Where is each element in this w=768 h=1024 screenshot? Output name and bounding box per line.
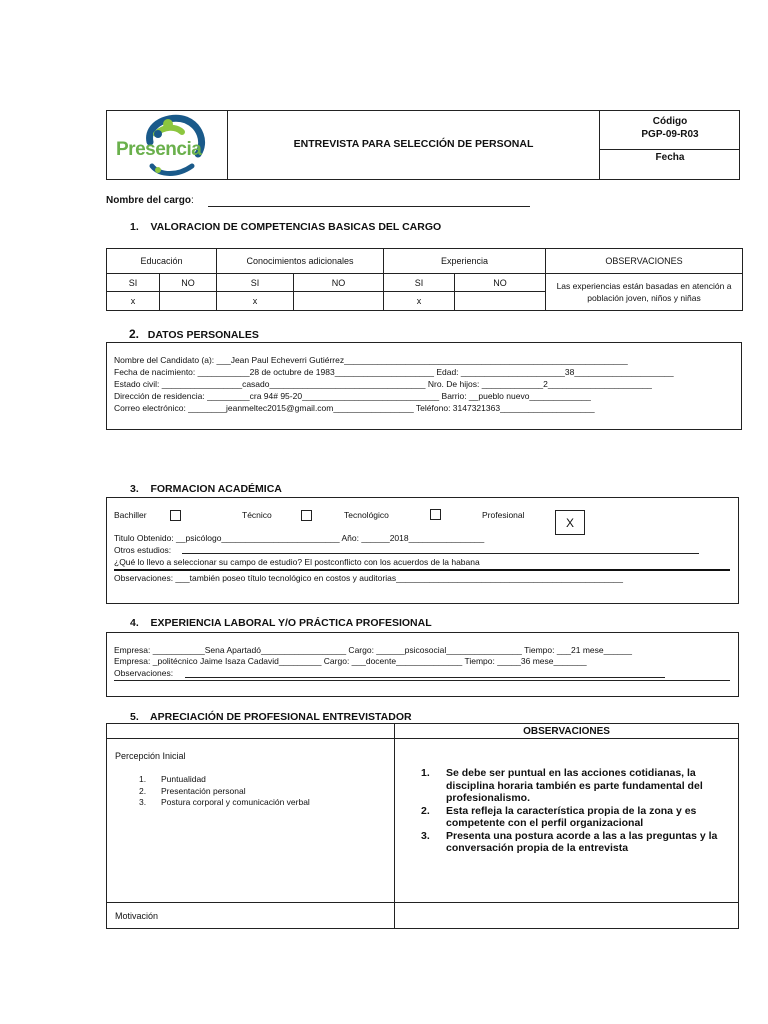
percepcion-item-3-text: Postura corporal y comunicación verbal [161,797,310,807]
section4-number: 4. [130,617,139,629]
nacimiento-row[interactable]: Fecha de nacimiento: ___________28 de octubre de 1983_____________________ Edad: ______________________38_____________________ [114,367,674,377]
section3-heading: FORMACION ACADÉMICA [150,483,282,495]
educacion-no: NO [160,274,217,291]
fecha-label: Fecha [655,152,685,163]
section2-number: 2. [129,327,140,341]
formacion-box [106,497,739,604]
correo-row[interactable]: Correo electrónico: ________jeanmeltec2015@gmail.com_________________ Teléfono: 3147321363____________________ [114,403,595,413]
percepcion-list [115,774,386,809]
experiencia-no-mark[interactable] [455,291,546,310]
section2-title [129,327,259,341]
obs5-item-2: 2. Esta refleja la característica propia de la zona y es competente con el perfil organizacional [421,805,724,830]
observaciones-header: OBSERVACIONES [546,249,743,274]
pregunta-row[interactable]: ¿Qué lo llevo a seleccionar su campo de estudio? El postconflicto con los acuerdos de la habana [114,557,480,567]
section3-title [130,483,282,495]
cargo-field[interactable] [208,206,530,207]
section1-heading: VALORACION DE COMPETENCIAS BASICAS DEL CARGO [150,221,442,233]
observaciones4-row: Observaciones: [114,668,174,678]
section5-heading: APRECIACIÓN DE PROFESIONAL ENTREVISTADOR [150,711,412,723]
educacion-si: SI [107,274,160,291]
page-title: ENTREVISTA PARA SELECCIÓN DE PERSONAL [293,138,534,150]
otros-field[interactable] [182,553,699,554]
observaciones5-cell [395,739,739,903]
obs5-list [421,767,724,855]
tecnologico-checkbox[interactable] [430,509,441,520]
experiencia-header: Experiencia [384,249,546,274]
percepcion-item-2: 2. Presentación personal [139,785,246,796]
educacion-no-mark[interactable] [160,291,217,310]
profesional-checkbox[interactable] [555,510,585,535]
section4-title [130,617,432,629]
obs5-item-2-text: Esta refleja la característica propia de la zona y es competente con el perfil organizacional [446,804,697,829]
conocimientos-no: NO [294,274,384,291]
titulo-row[interactable]: Titulo Obtenido: __psicólogo_________________________ Año: ______2018________________ [114,533,485,543]
header-divider-3 [599,149,740,150]
direccion-row[interactable]: Dirección de residencia: _________cra 94# 95-20_____________________________ Barrio: __pueblo nuevo_____________ [114,391,591,401]
section3-number: 3. [130,483,139,495]
conocimientos-no-mark[interactable] [294,291,384,310]
section5-title [130,711,412,723]
conocimientos-header: Conocimientos adicionales [217,249,384,274]
cargo-label-text: Nombre del cargo [106,195,192,206]
cargo-label [106,195,194,206]
observaciones-cell: Las experiencias están basadas en atención a población joven, niños y niñas [546,274,743,311]
nombre-row[interactable]: Nombre del Candidato (a): ___Jean Paul Echeverri Gutiérrez____________________________________________________________ [114,355,628,365]
section5-number: 5. [130,711,139,723]
experiencia-no: NO [455,274,546,291]
educacion-si-mark[interactable]: x [107,291,160,310]
apreciacion-header-empty [107,724,395,739]
conocimientos-si: SI [217,274,294,291]
codigo-value: PGP-09-R03 [641,129,699,140]
motivacion-observaciones[interactable] [395,903,739,929]
observaciones4-field[interactable] [185,677,665,678]
obs5-item-3: 3. Presenta una postura acorde a las a las preguntas y la conversación propia de la entrevista [421,830,724,855]
experiencia-si-mark[interactable]: x [384,291,455,310]
experiencia-si: SI [384,274,455,291]
obs5-item-3-text: Presenta una postura acorde a las a las preguntas y la conversación propia de la entrevista [446,829,718,854]
educacion-header: Educación [107,249,217,274]
conocimientos-si-mark[interactable]: x [217,291,294,310]
percepcion-item-1-text: Puntualidad [161,774,206,784]
section1-number: 1. [130,221,139,233]
bachiller-checkbox[interactable] [170,510,181,521]
competencias-table [106,248,743,311]
apreciacion-table [106,723,739,929]
codigo-label: Código [652,116,688,127]
otros-row: Otros estudios: [114,545,172,555]
observaciones4-line2 [114,680,730,681]
motivacion-cell: Motivación [107,903,395,929]
percepcion-item-3: 3. Postura corporal y comunicación verbal [139,797,310,807]
percepcion-cell [107,739,395,903]
section1-title [130,221,441,233]
tecnico-checkbox[interactable] [301,510,312,521]
empresa1-row[interactable]: Empresa: ___________Sena Apartadó__________________ Cargo: ______psicosocial________________ Tiempo: ___21 mese______ [114,645,632,655]
obs5-item-1: 1. Se debe ser puntual en las acciones cotidianas, la disciplina horaria también es parte fundamental del profesionalismo. [421,767,724,805]
obs5-header: OBSERVACIONES [395,724,739,739]
percepcion-label: Percepción Inicial [115,751,186,761]
section4-heading: EXPERIENCIA LABORAL Y/O PRÁCTICA PROFESIONAL [150,617,432,629]
obs5-item-1-text: Se debe ser puntual en las acciones cotidianas, la disciplina horaria también es parte fundamental del profesionalismo. [446,767,703,804]
estado-civil-row[interactable]: Estado civil: _________________casado_________________________________ Nro. De hijos: _____________2______________________ [114,379,652,389]
profesional-mark: X [565,516,574,530]
bachiller-label: Bachiller [114,510,147,520]
pregunta-underline [114,569,730,571]
logo-text: Presencia [116,139,202,160]
tecnico-label: Técnico [242,510,272,520]
observaciones3-row[interactable]: Observaciones: ___también poseo título tecnológico en costos y auditorias________________________________________________ [114,573,623,583]
section2-heading: DATOS PERSONALES [147,329,259,341]
percepcion-item-1: 1. Puntualidad [139,774,206,784]
empresa2-row[interactable]: Empresa: _politécnico Jaime Isaza Cadavid_________ Cargo: ___docente______________ Tiempo: _____36 mese_______ [114,656,587,666]
percepcion-item-2-text: Presentación personal [161,785,246,796]
cargo-colon: : [191,195,194,206]
tecnologico-label: Tecnológico [344,510,389,520]
profesional-label: Profesional [482,510,525,520]
